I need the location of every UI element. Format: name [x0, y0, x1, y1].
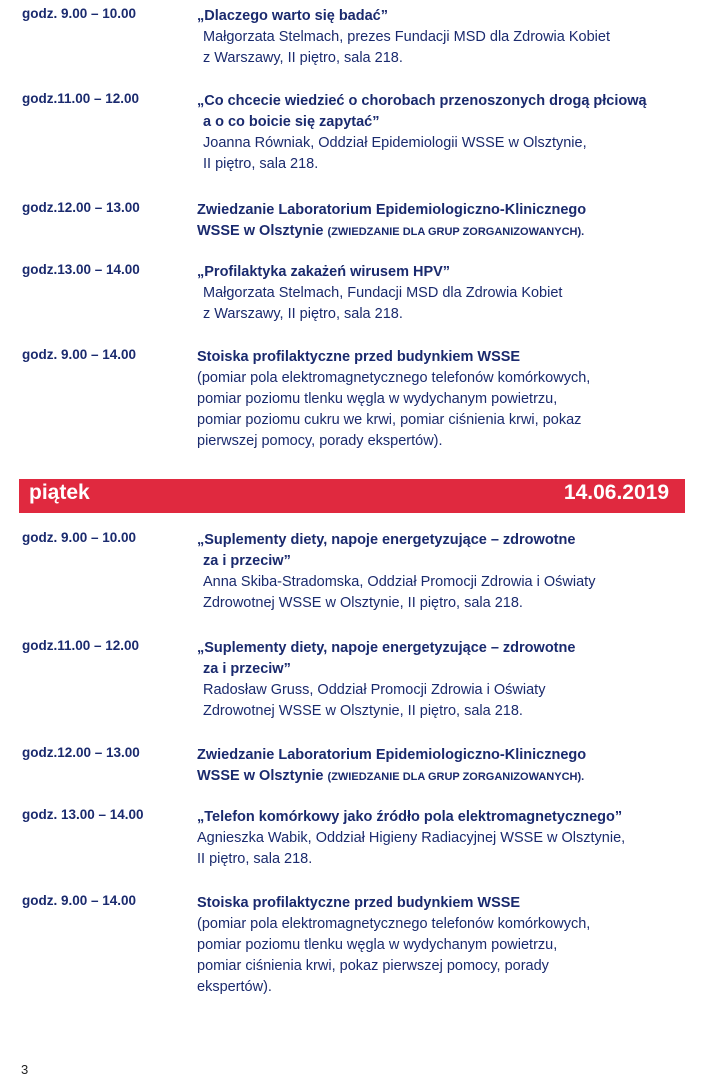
entry-time: godz.11.00 – 12.00 [22, 638, 140, 653]
entry-time: godz. 13.00 – 14.00 [22, 807, 144, 822]
entry-content [197, 807, 688, 870]
entry-title: Stoiska profilaktyczne przed budynkiem WSSE [197, 895, 521, 911]
entry-location: II piętro, sala 218. [197, 851, 313, 867]
entry-title: Stoiska profilaktyczne przed budynkiem WSSE [197, 349, 521, 365]
entry-description: (pomiar pola elektromagnetycznego telefonów komórkowych, [197, 916, 591, 932]
entry-title-cont [197, 766, 688, 788]
entry-location: Zdrowotnej WSSE w Olsztynie, II piętro, sala 218. [203, 703, 523, 719]
entry-content [197, 6, 688, 69]
entry-title: „Suplementy diety, napoje energetyzujące – zdrowotne [197, 532, 576, 548]
entry-description: pierwszej pomocy, porady ekspertów). [197, 433, 443, 449]
entry-title: Zwiedzanie Laboratorium Epidemiologiczno-Klinicznego [197, 747, 587, 763]
entry-title: „Suplementy diety, napoje energetyzujące – zdrowotne [197, 640, 576, 656]
entry-time: godz. 9.00 – 14.00 [22, 347, 137, 362]
entry-title-cont [197, 221, 688, 243]
day-date: 14.06.2019 [563, 481, 669, 504]
day-header-band [19, 479, 685, 513]
entry-speaker: Agnieszka Wabik, Oddział Higieny Radiacyjnej WSSE w Olsztynie, [197, 830, 626, 846]
entry-content [197, 745, 688, 788]
entry-location: z Warszawy, II piętro, sala 218. [203, 306, 403, 322]
entry-speaker: Radosław Gruss, Oddział Promocji Zdrowia i Oświaty [203, 682, 546, 698]
entry-title: „Co chcecie wiedzieć o chorobach przenoszonych drogą płciową [197, 93, 647, 109]
entry-note: (ZWIEDZANIE DLA GRUP ZORGANIZOWANYCH). [327, 226, 585, 238]
entry-description: pomiar poziomu cukru we krwi, pomiar ciśnienia krwi, pokaz [197, 412, 582, 428]
entry-time: godz. 9.00 – 14.00 [22, 893, 137, 908]
entry-time: godz.13.00 – 14.00 [22, 262, 140, 277]
entry-time: godz.12.00 – 13.00 [22, 745, 140, 760]
entry-title: „Dlaczego warto się badać” [197, 8, 388, 24]
entry-description: pomiar poziomu tlenku węgla w wydychanym powietrzu, [197, 937, 558, 953]
entry-content [197, 893, 688, 998]
entry-time: godz. 9.00 – 10.00 [22, 6, 137, 21]
entry-description: (pomiar pola elektromagnetycznego telefonów komórkowych, [197, 370, 591, 386]
entry-note: (ZWIEDZANIE DLA GRUP ZORGANIZOWANYCH). [327, 771, 585, 783]
entry-time: godz. 9.00 – 10.00 [22, 530, 137, 545]
entry-title-cont: za i przeciw” [203, 661, 291, 677]
entry-title: „Profilaktyka zakażeń wirusem HPV” [197, 264, 451, 280]
entry-description: pomiar poziomu tlenku węgla w wydychanym powietrzu, [197, 391, 558, 407]
entry-content [197, 347, 688, 452]
entry-title-cont: za i przeciw” [203, 553, 291, 569]
entry-content [197, 530, 688, 614]
entry-speaker: Anna Skiba-Stradomska, Oddział Promocji Zdrowia i Oświaty [203, 574, 596, 590]
day-name: piątek [29, 481, 90, 504]
entry-title-org: WSSE w Olsztynie [197, 223, 324, 239]
entry-location: z Warszawy, II piętro, sala 218. [203, 50, 403, 66]
entry-title: „Telefon komórkowy jako źródło pola elektromagnetycznego” [197, 809, 623, 825]
entry-content [197, 638, 688, 722]
entry-description: ekspertów). [197, 979, 272, 995]
entry-time: godz.12.00 – 13.00 [22, 200, 140, 215]
entry-location: II piętro, sala 218. [203, 156, 319, 172]
entry-description: pomiar ciśnienia krwi, pokaz pierwszej pomocy, porady [197, 958, 549, 974]
entry-title-cont: a o co boicie się zapytać” [203, 114, 380, 130]
entry-speaker: Małgorzata Stelmach, Fundacji MSD dla Zdrowia Kobiet [203, 285, 563, 301]
entry-title-org: WSSE w Olsztynie [197, 768, 324, 784]
entry-time: godz.11.00 – 12.00 [22, 91, 140, 106]
entry-content [197, 91, 688, 175]
entry-speaker: Małgorzata Stelmach, prezes Fundacji MSD dla Zdrowia Kobiet [203, 29, 610, 45]
entry-content [197, 200, 688, 243]
entry-content [197, 262, 688, 325]
entry-location: Zdrowotnej WSSE w Olsztynie, II piętro, sala 218. [203, 595, 523, 611]
page-number: 3 [21, 1062, 29, 1077]
entry-title: Zwiedzanie Laboratorium Epidemiologiczno-Klinicznego [197, 202, 587, 218]
entry-speaker: Joanna Równiak, Oddział Epidemiologii WSSE w Olsztynie, [203, 135, 587, 151]
